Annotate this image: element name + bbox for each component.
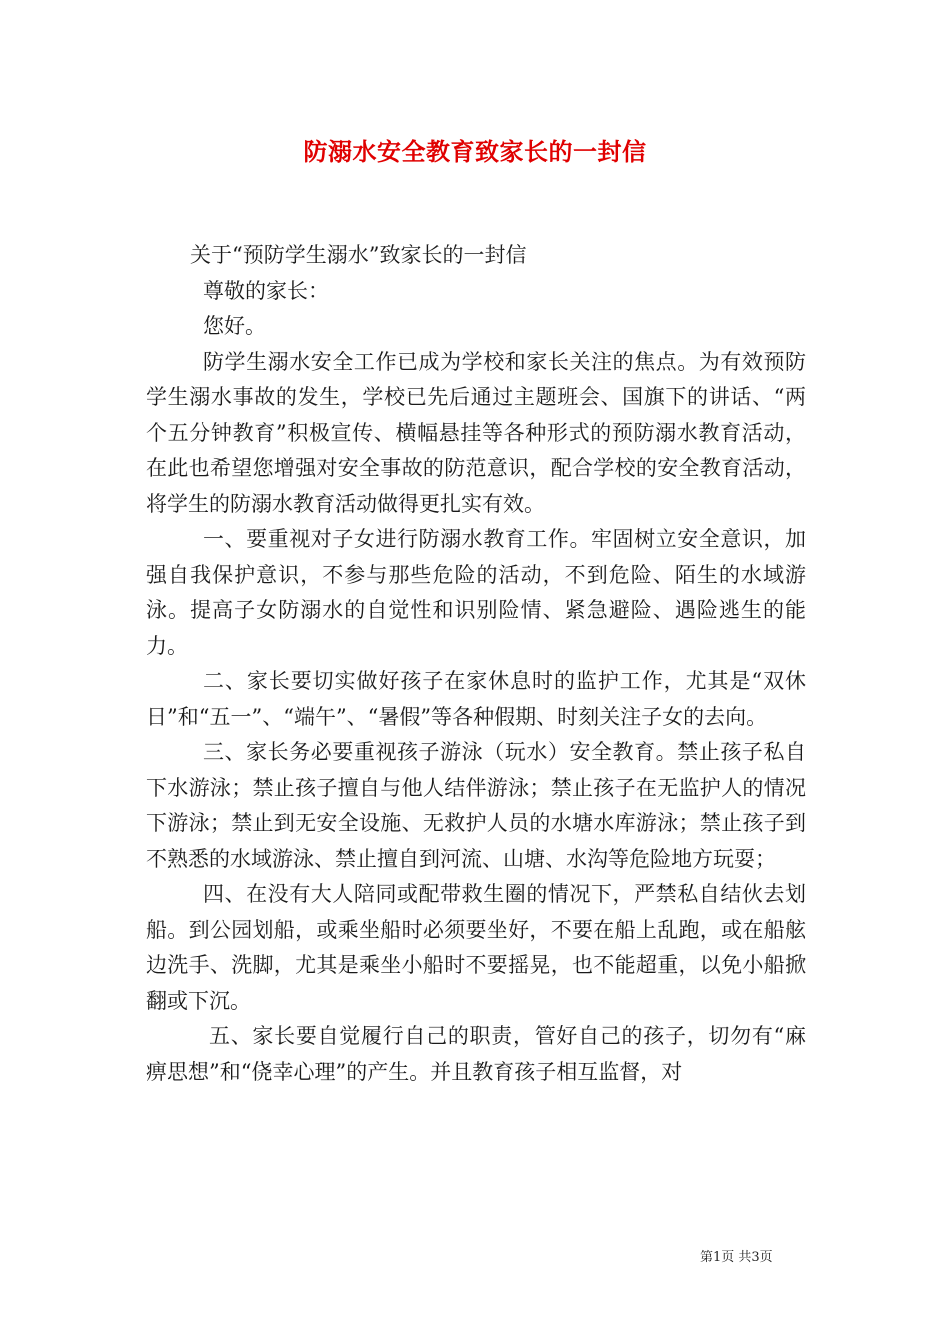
paragraph-point-5: 五、家长要自觉履行自己的职责，管好自己的孩子，切勿有“麻痹思想”和“侥幸心理”的产生。并且教育孩子相互监督，对 — [146, 1024, 806, 1084]
document-body — [146, 238, 806, 1090]
document-title: 防溺水安全教育致家长的一封信 — [303, 137, 647, 166]
paragraph-intro: 防学生溺水安全工作已成为学校和家长关注的焦点。为有效预防学生溺水事故的发生，学校已先后通过主题班会、国旗下的讲话、“两个五分钟教育”积极宣传、横幅悬挂等各种形式的预防溺水教育活动，在此也希望您增强对安全事故的防范意识，配合学校的安全教育活动，将学生的防溺水教育活动做得更扎实有效。 — [146, 349, 806, 516]
letter-subtitle: 关于“预防学生溺水”致家长的一封信 — [190, 243, 527, 267]
paragraph-point-2: 二、家长要切实做好孩子在家休息时的监护工作，尤其是“双休日”和“五一”、“端午”、“暑假”等各种假期、时刻关注子女的去向。 — [146, 669, 806, 729]
greeting: 您好。 — [203, 314, 266, 338]
paragraph-point-1: 一、要重视对子女进行防溺水教育工作。牢固树立安全意识，加强自我保护意识，不参与那些危险的活动，不到危险、陌生的水域游泳。提高子女防溺水的自觉性和识别险情、紧急避险、遇险逃生的能力。 — [146, 527, 806, 658]
paragraph-point-3: 三、家长务必要重视孩子游泳（玩水）安全教育。禁止孩子私自下水游泳；禁止孩子擅自与他人结伴游泳；禁止孩子在无监护人的情况下游泳；禁止到无安全设施、无救护人员的水塘水库游泳；禁止孩子到不熟悉的水域游泳、禁止擅自到河流、山塘、水沟等危险地方玩耍； — [146, 740, 806, 871]
page-number: 第1页 共3页 — [700, 1250, 773, 1265]
paragraph-point-4: 四、在没有大人陪同或配带救生圈的情况下，严禁私自结伙去划船。到公园划船，或乘坐船时必须要坐好，不要在船上乱跑，或在船舷边洗手、洗脚，尤其是乘坐小船时不要摇晃，也不能超重，以免小船掀翻或下沉。 — [146, 882, 806, 1013]
salutation: 尊敬的家长： — [203, 278, 329, 303]
